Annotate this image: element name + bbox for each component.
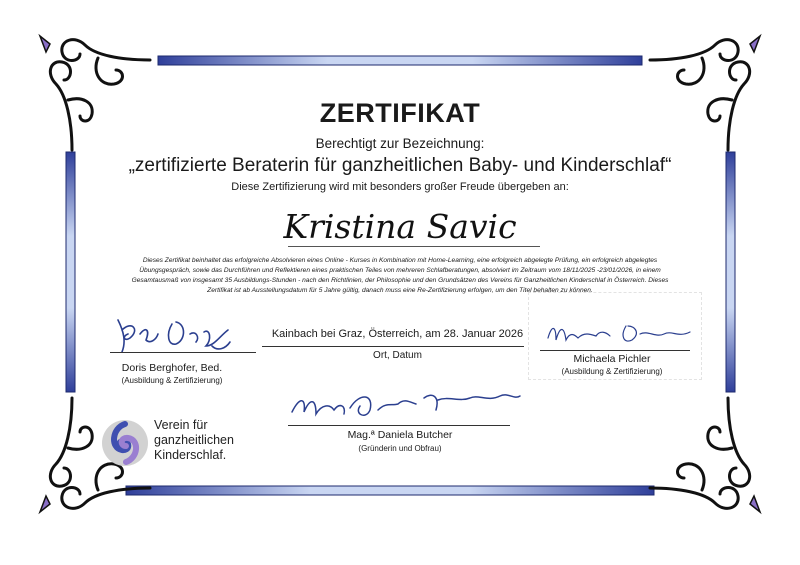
certificate-title: ZERTIFIKAT <box>319 98 481 128</box>
frame-bar-bottom <box>126 486 654 495</box>
signatory-name-berghofer: Doris Berghofer, Bed. <box>121 362 223 374</box>
signature-butcher <box>292 395 520 415</box>
certificate-designation: „zertifizierte Beraterin für ganzheitlichen Baby- und Kinderschlaf“ <box>128 155 672 176</box>
organization-name-line: ganzheitlichen <box>154 433 234 447</box>
signatory-name-pichler: Michaela Pichler <box>573 353 651 365</box>
place-date-label: Ort, Datum <box>373 350 422 361</box>
signatory-role-berghofer: (Ausbildung & Zertifizierung) <box>121 376 223 385</box>
certificate-body-text: Dieses Zertifikat beinhaltet das erfolgreiche Absolvieren eines Online - Kurses in Kombination mit Home-Learning, eine erfolgreich abgelegte Prüfung, ein erfolgreich abgelegtes Übungsgespräch, sowie das Durchführen und Reflektieren eines praktischen Teiles von mehreren Schlafberatungen, absolviert im Zeitraum vom 18/11/2025 -23/01/2026, in einem Gesamtausmaß von insgesamt 35 Ausbildungs-Stunden - nach den Richtlinien, der Philosophie und den Grundsätzen des Vereins für Ganzheitlichen Kinderschlaf in Österreich. Dieses Zertifikat ist ab Ausstellungsdatum für 5 Jahre gültig, danach muss eine Re-Zertifizierung erfolgen, um den Titel behalten zu können. <box>131 257 669 294</box>
certificate-subtitle: Berechtigt zur Bezeichnung: <box>315 136 485 151</box>
place-date-line <box>262 346 524 347</box>
organization-name-line: Verein für <box>154 418 208 432</box>
signature-line-berghofer <box>110 352 256 353</box>
organization-name <box>154 418 234 463</box>
signatory-role-pichler: (Ausbildung & Zertifizierung) <box>561 367 663 376</box>
place-date: Kainbach bei Graz, Österreich, am 28. Januar 2026 <box>271 328 524 340</box>
signature-line-butcher <box>288 425 510 426</box>
organization-name-line: Kinderschlaf. <box>154 448 227 462</box>
signature-line-pichler <box>540 350 690 351</box>
corner-ornament-top-left <box>40 36 150 150</box>
signature-berghofer <box>118 320 230 352</box>
recipient-underline <box>288 246 540 247</box>
signatory-role-butcher: (Gründerin und Obfrau) <box>358 444 442 453</box>
corner-ornament-top-right <box>650 36 760 150</box>
award-line: Diese Zertifizierung wird mit besonders großer Freude übergeben an: <box>231 181 569 193</box>
corner-ornament-bottom-right <box>650 398 760 512</box>
recipient-name: Kristina Savic <box>283 207 517 246</box>
organization-logo <box>100 418 150 468</box>
signatory-name-butcher: Mag.ª Daniela Butcher <box>347 429 453 441</box>
frame-bar-top <box>158 56 642 65</box>
